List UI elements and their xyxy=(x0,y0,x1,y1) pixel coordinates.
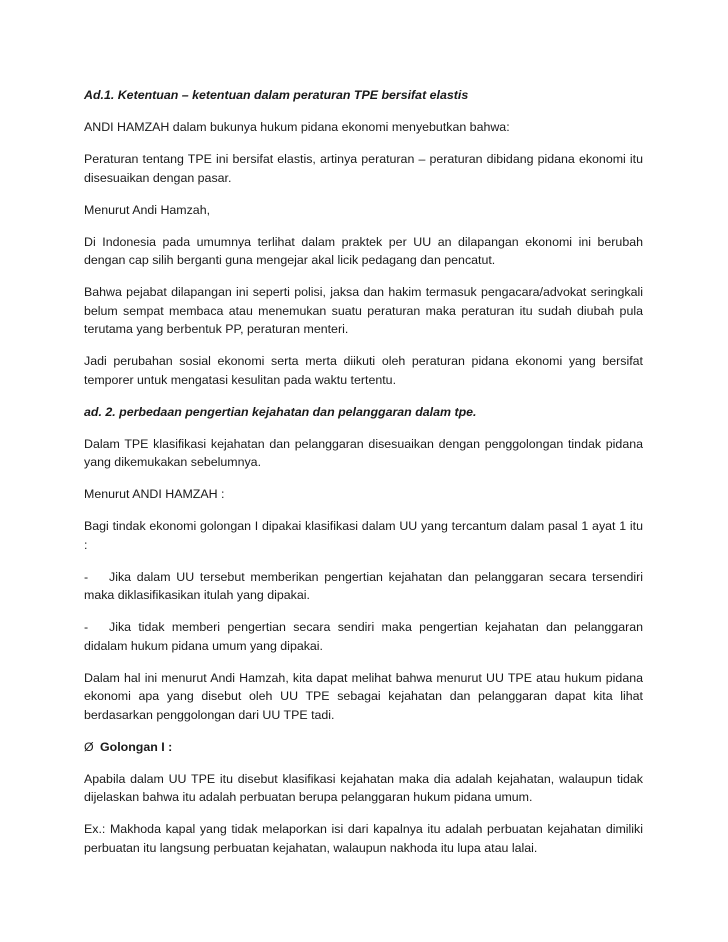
paragraph-elastis: Peraturan tentang TPE ini bersifat elastis, artinya peraturan – peraturan dibidang pidana ekonomi itu disesuaikan dengan pasar. xyxy=(84,152,643,185)
golongan-heading xyxy=(84,738,643,757)
paragraph-klasifikasi: Dalam TPE klasifikasi kejahatan dan pelanggaran disesuaikan dengan penggolongan tindak pidana yang dikemukakan sebelumnya. xyxy=(84,436,643,469)
paragraph-golongan-i-intro: Bagi tindak ekonomi golongan I dipakai klasifikasi dalam UU yang tercantum dalam pasal 1 ayat 1 itu : xyxy=(84,519,643,552)
paragraph-pejabat: Bahwa pejabat dilapangan ini seperti polisi, jaksa dan hakim termasuk pengacara/advokat seringkali belum sempat membaca atau menemukan suatu peraturan maka peraturan itu sudah diubah pula terutama yang berbentuk PP, peraturan menteri. xyxy=(84,285,643,336)
bullet-item-1 xyxy=(84,568,643,605)
paragraph-indonesia: Di Indonesia pada umumnya terlihat dalam praktek per UU an dilapangan ekonomi ini berubah dengan cap silih berganti guna mengejar akal licik pedagang dan pencatut. xyxy=(84,234,643,267)
bullet-item-2 xyxy=(84,618,643,655)
paragraph-example: Ex.: Makhoda kapal yang tidak melaporkan isi dari kapalnya itu adalah perbuatan kejahatan dimiliki perbuatan itu langsung perbuatan kejahatan, walaupun nakhoda itu lupa atau lalai. xyxy=(84,822,643,855)
document-page xyxy=(84,86,643,871)
paragraph-andi-hamzah-intro: ANDI HAMZAH dalam bukunya hukum pidana ekonomi menyebutkan bahwa: xyxy=(84,120,510,134)
bullet-dash-marker: - xyxy=(84,569,89,584)
paragraph-menurut: Menurut Andi Hamzah, xyxy=(84,202,211,217)
bullet-item-text: Jika tidak memberi pengertian secara sendiri maka pengertian kejahatan dan pelanggaran didalam hukum pidana umum yang dipakai. xyxy=(84,620,643,653)
paragraph-dalam-hal-ini: Dalam hal ini menurut Andi Hamzah, kita dapat melihat bahwa menurut UU TPE atau hukum pidana ekonomi apa yang disebut oleh UU TPE sebagai kejahatan dan pelanggaran dapat kita lihat berdasarkan penggolongan dari UU TPE tadi. xyxy=(84,670,643,722)
paragraph-apabila: Apabila dalam UU TPE itu disebut klasifikasi kejahatan maka dia adalah kejahatan, walaupun tidak dijelaskan bahwa itu adalah perbuatan berupa pelanggaran hukum pidana umum. xyxy=(84,771,643,804)
bullet-item-text: Jika dalam UU tersebut memberikan pengertian kejahatan dan pelanggaran secara tersendiri maka diklasifikasikan itulah yang dipakai. xyxy=(84,569,643,602)
section-heading-2: ad. 2. perbedaan pengertian kejahatan dan pelanggaran dalam tpe. xyxy=(84,404,477,419)
paragraph-menurut-andi-hamzah: Menurut ANDI HAMZAH : xyxy=(84,487,225,501)
bullet-dash-marker: - xyxy=(84,620,89,634)
golongan-label: Golongan I : xyxy=(100,739,173,754)
section-heading-1: Ad.1. Ketentuan – ketentuan dalam peraturan TPE bersifat elastis xyxy=(84,88,469,102)
paragraph-perubahan-sosial: Jadi perubahan sosial ekonomi serta merta diikuti oleh peraturan pidana ekonomi yang bersifat temporer untuk mengatasi kesulitan pada waktu tertentu. xyxy=(84,354,643,387)
empty-set-bullet-icon: Ø xyxy=(84,739,94,754)
